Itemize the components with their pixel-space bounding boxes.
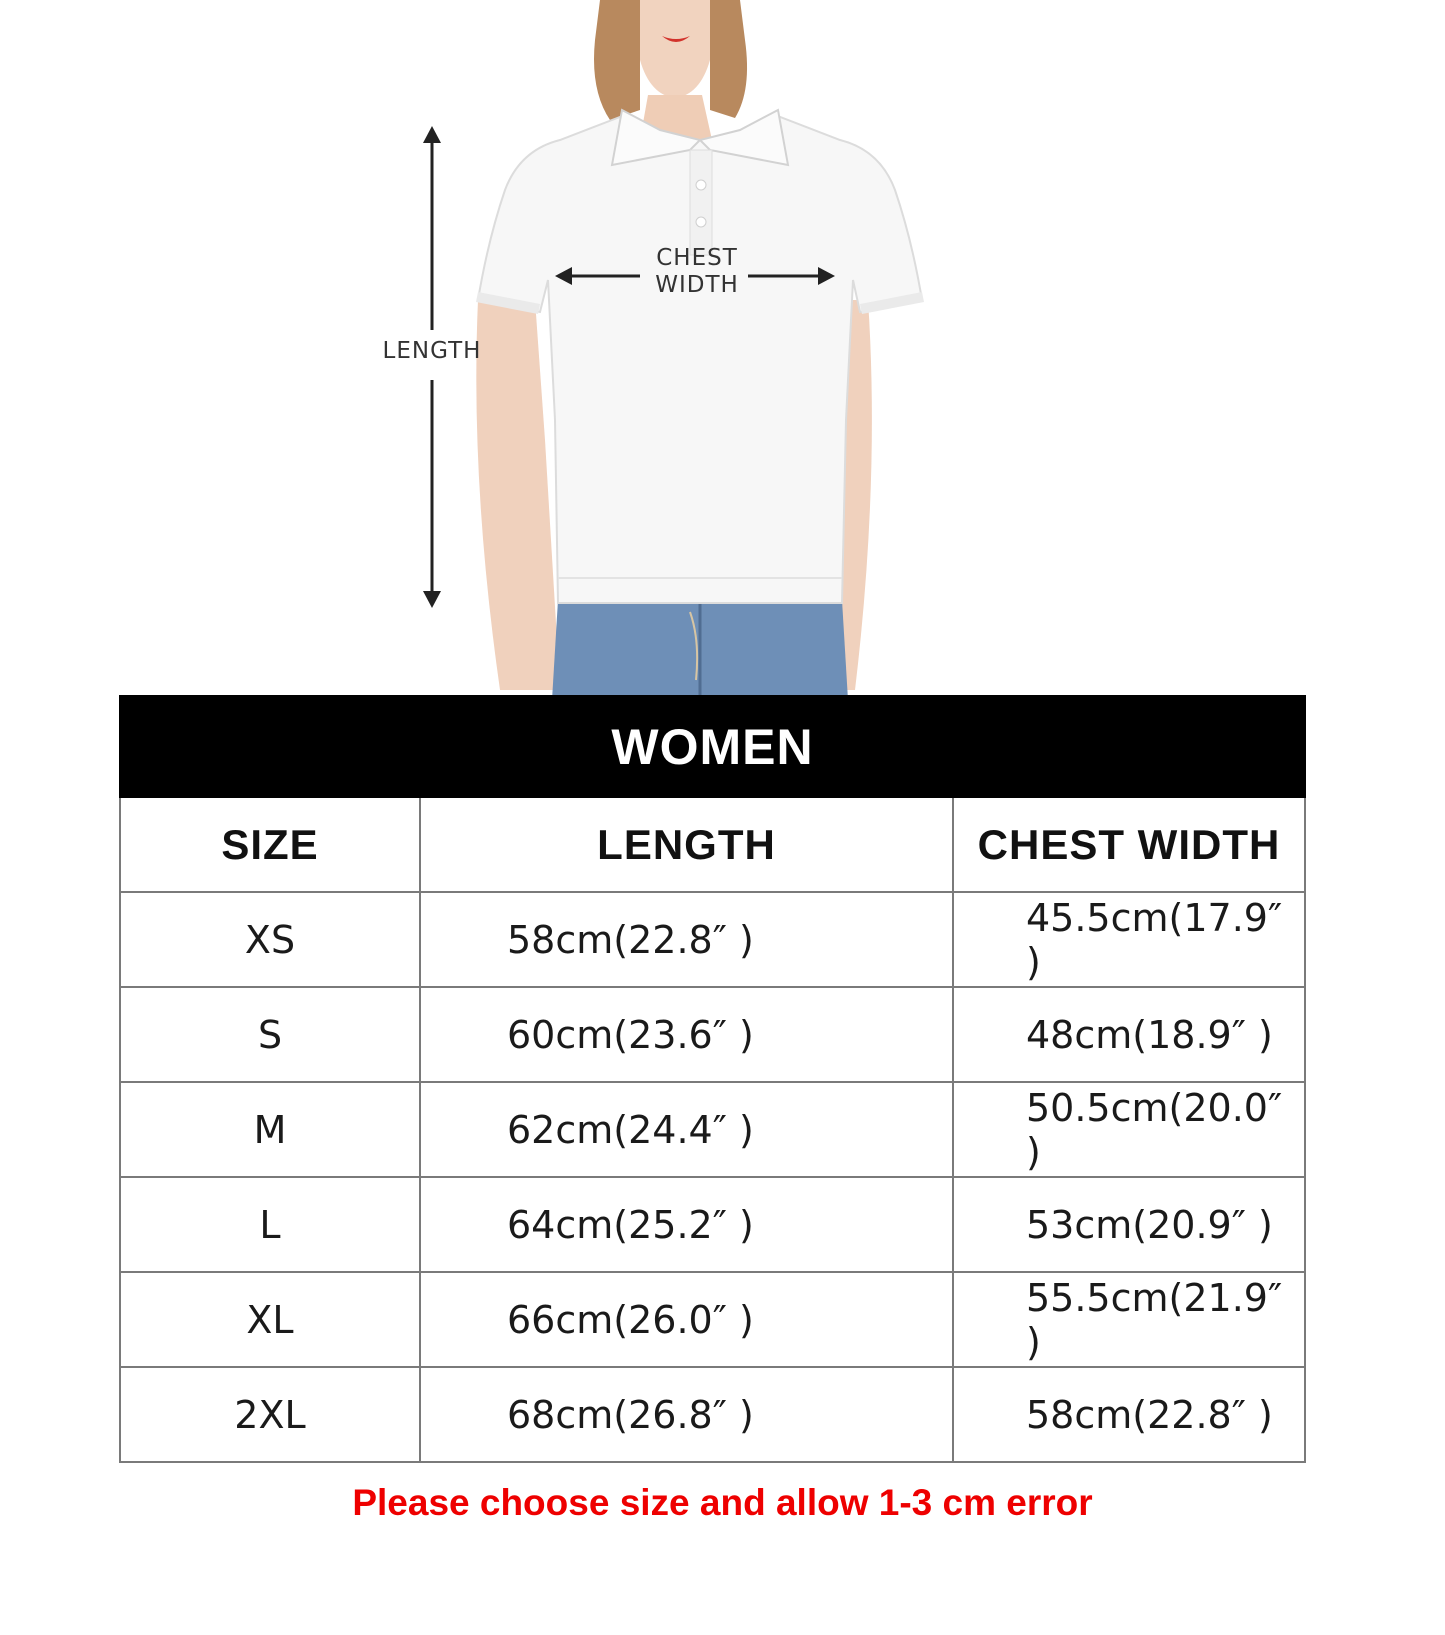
chest-cell: 55.5cm(21.9″ ) — [953, 1272, 1305, 1367]
size-chart-table — [119, 695, 1306, 1463]
length-cell: 62cm(24.4″ ) — [420, 1082, 953, 1177]
arrow-down-icon — [423, 591, 441, 608]
model-illustration — [0, 0, 1445, 700]
header-row — [120, 797, 1305, 892]
size-cell: L — [120, 1177, 420, 1272]
chest-cell: 58cm(22.8″ ) — [953, 1367, 1305, 1462]
length-cell: 68cm(26.8″ ) — [420, 1367, 953, 1462]
hair-right — [710, 0, 747, 118]
size-cell: XL — [120, 1272, 420, 1367]
size-cell: 2XL — [120, 1367, 420, 1462]
header-size: SIZE — [120, 797, 420, 892]
size-cell: S — [120, 987, 420, 1082]
chest-cell: 48cm(18.9″ ) — [953, 987, 1305, 1082]
table-row — [120, 1272, 1305, 1367]
chest-label-line1: CHEST — [656, 245, 738, 271]
chest-cell: 50.5cm(20.0″ ) — [953, 1082, 1305, 1177]
length-cell: 66cm(26.0″ ) — [420, 1272, 953, 1367]
table-title: WOMEN — [120, 696, 1305, 797]
size-cell: M — [120, 1082, 420, 1177]
length-label: LENGTH — [382, 338, 482, 364]
table-row — [120, 1367, 1305, 1462]
chest-label-line2: WIDTH — [655, 272, 739, 298]
face — [640, 0, 710, 98]
button-icon — [696, 180, 706, 190]
length-cell: 60cm(23.6″ ) — [420, 987, 953, 1082]
button-icon — [696, 217, 706, 227]
chest-cell: 45.5cm(17.9″ ) — [953, 892, 1305, 987]
length-cell: 58cm(22.8″ ) — [420, 892, 953, 987]
header-length: LENGTH — [420, 797, 953, 892]
placket — [690, 150, 712, 255]
header-chest-width: CHEST WIDTH — [953, 797, 1305, 892]
table-row — [120, 1082, 1305, 1177]
table-row — [120, 892, 1305, 987]
product-figure — [0, 0, 1445, 700]
size-note: Please choose size and allow 1-3 cm error — [352, 1482, 1093, 1523]
length-cell: 64cm(25.2″ ) — [420, 1177, 953, 1272]
hair-left — [594, 0, 640, 120]
arrow-up-icon — [423, 126, 441, 143]
chest-width-label — [642, 245, 752, 299]
size-cell: XS — [120, 892, 420, 987]
chest-cell: 53cm(20.9″ ) — [953, 1177, 1305, 1272]
table-row — [120, 1177, 1305, 1272]
table-row — [120, 987, 1305, 1082]
